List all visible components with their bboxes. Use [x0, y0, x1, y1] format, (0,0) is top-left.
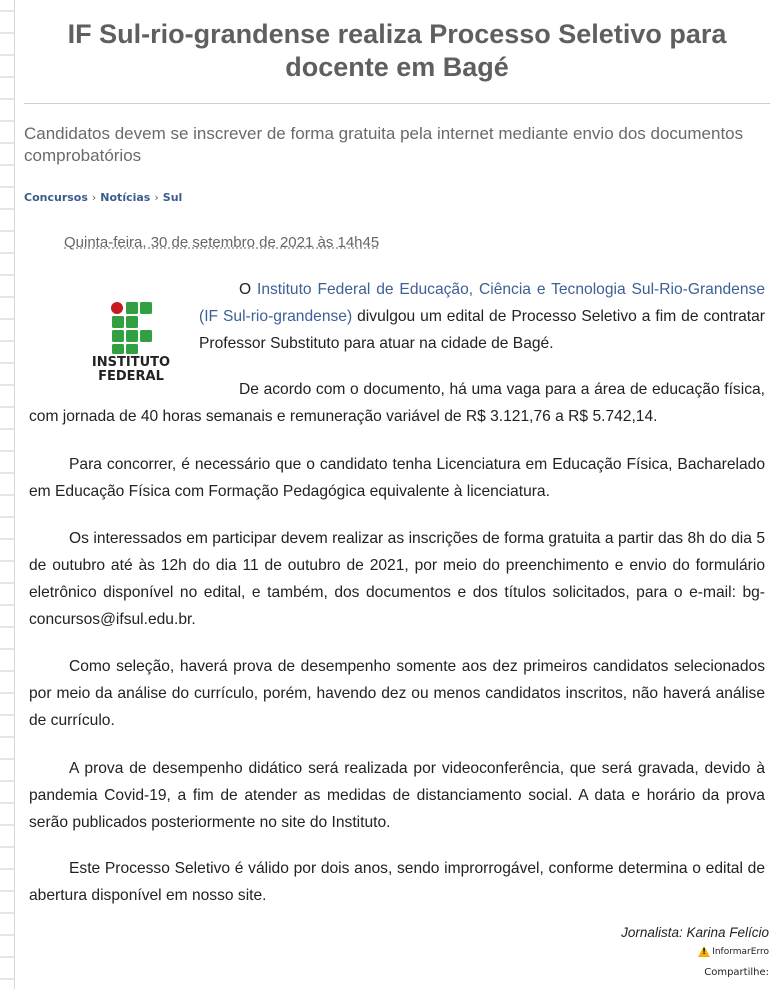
breadcrumb-noticias[interactable]: Notícias	[100, 191, 151, 204]
logo-square	[112, 316, 124, 328]
intro-prefix: O	[239, 281, 257, 298]
paragraph-requirements: Para concorrer, é necessário que o candidato tenha Licenciatura em Educação Física, Bacharelado em Educação Física com Formação Pedagógica equivalente à licenciatura.	[29, 456, 765, 500]
report-error-label: InformarErro	[712, 946, 769, 957]
article-title: IF Sul-rio-grandense realiza Processo Seletivo para docente em Bagé	[67, 19, 727, 82]
logo-square	[140, 330, 152, 342]
paragraph-exam: A prova de desempenho didático será realizada por videoconferência, que será gravada, devido à pandemia Covid-19, a fim de atender as medidas de distanciamento social. A data e horário da prova serão publicados posteriormente no site do Instituto.	[29, 760, 765, 831]
logo-square	[126, 316, 138, 328]
logo-line-1: INSTITUTO	[91, 355, 171, 370]
publish-date: Quinta-feira, 30 de setembro de 2021 às 14h45	[64, 234, 380, 251]
share-label: Compartilhe:	[704, 967, 769, 978]
paragraph-validity: Este Processo Seletivo é válido por dois anos, sendo improrrogável, conforme determina o edital de abertura disponível em nosso site.	[29, 860, 765, 904]
breadcrumb-concursos[interactable]: Concursos	[24, 191, 88, 204]
divider	[24, 103, 770, 104]
intro-suffix: divulgou um edital de Processo Seletivo a fim de contratar Professor Substituto para atuar na cidade de Bagé.	[199, 308, 765, 352]
logo-red-dot	[111, 302, 123, 314]
logo-square	[126, 344, 138, 354]
author-credit: Jornalista: Karina Felício	[621, 925, 769, 940]
breadcrumb-separator: ›	[154, 191, 159, 204]
warning-icon	[698, 946, 710, 957]
intro-paragraph	[199, 276, 765, 357]
breadcrumb-separator: ›	[91, 191, 97, 204]
logo-square	[140, 302, 152, 314]
article-subtitle: Candidatos devem se inscrever de forma gratuita pela internet mediante envio dos documentos comprobatórios	[24, 124, 744, 165]
institute-link[interactable]: Instituto Federal de Educação, Ciência e Tecnologia Sul-Rio-Grandense (IF Sul-rio-grandense)	[199, 281, 765, 325]
breadcrumb-sul[interactable]: Sul	[162, 191, 183, 204]
logo-line-2: FEDERAL	[98, 369, 164, 384]
left-edge	[0, 0, 15, 989]
report-error-link[interactable]	[698, 946, 769, 957]
logo-square	[112, 344, 124, 354]
breadcrumb	[24, 191, 182, 204]
logo-square	[126, 302, 138, 314]
paragraph-selection: Como seleção, haverá prova de desempenho somente aos dez primeiros candidatos selecionados por meio da análise do currículo, porém, havendo dez ou menos candidatos inscritos, não haverá análise de currículo.	[29, 658, 765, 729]
logo-square	[126, 330, 138, 342]
paragraph-registration: Os interessados em participar devem realizar as inscrições de forma gratuita a partir das 8h do dia 5 de outubro até às 12h do dia 11 de outubro de 2021, por meio do preenchimento e envio do formulário eletrônico disponível no edital, e também, dos documentos e dos títulos solicitados, para o e-mail: bg-concursos@ifsul.edu.br.	[29, 530, 765, 628]
logo-square	[112, 330, 124, 342]
paragraph-vacancy: De acordo com o documento, há uma vaga para a área de educação física, com jornada de 40 horas semanais e remuneração variável de R$ 3.121,76 a R$ 5.742,14.	[29, 381, 765, 425]
